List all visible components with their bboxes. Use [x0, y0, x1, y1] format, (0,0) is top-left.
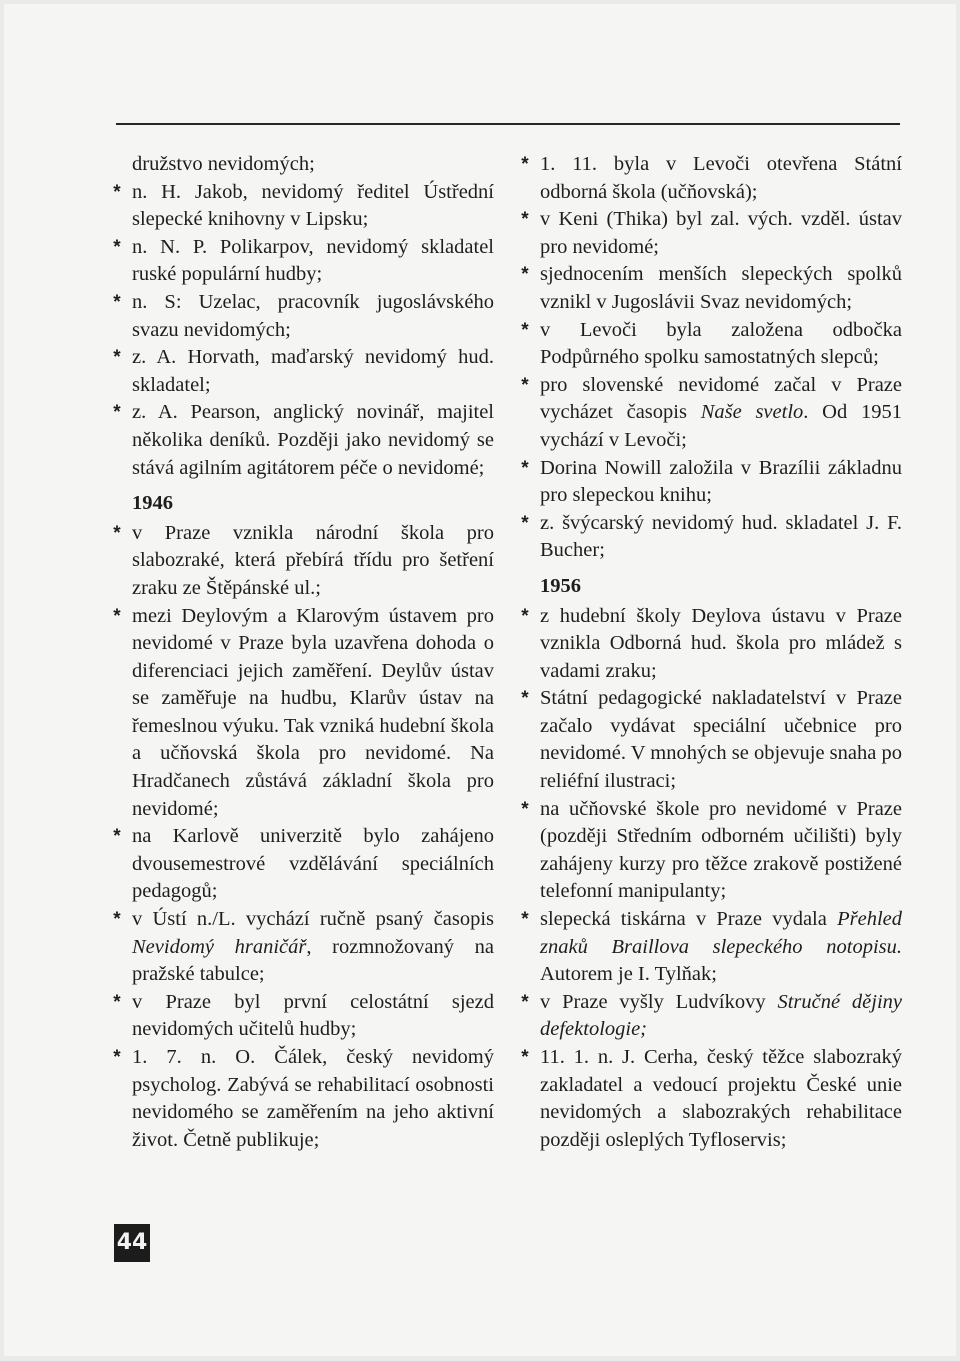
list-item [516, 906, 902, 989]
bullet-asterisk-icon: * [113, 909, 121, 931]
list-item [108, 906, 494, 989]
entry-text: 1. 11. byla v Levoči otevřena Státní odborná škola (učňovská); [540, 153, 902, 203]
list-item [108, 520, 494, 603]
entry-text: v Praze vyšly Ludvíkovy [540, 990, 778, 1013]
list-item [516, 151, 902, 206]
list-item [516, 1044, 902, 1154]
entry-text: Autorem je I. Tylňak; [540, 963, 717, 986]
bullet-asterisk-icon: * [521, 1047, 529, 1068]
bullet-asterisk-icon: * [113, 236, 121, 258]
list-item [516, 455, 902, 510]
list-item [108, 603, 494, 824]
entry-text: v Levoči byla založena odbočka Podpůrného spolku samostatných slepců; [540, 318, 902, 369]
entry-text: pro slovenské nevidomé začal v Praze vycházet časopis [540, 373, 902, 424]
bullet-asterisk-icon: * [521, 909, 529, 931]
list-item [108, 289, 494, 344]
entry-text: 1. 7. n. O. Čálek, český nevidomý psycholog. Zabývá se rehabilitací osobnosti nevidomého se zaměřením na jeho aktivní život. Četně publikuje; [132, 1046, 494, 1151]
entry-text: 11. 1. n. J. Cerha, český těžce slabozraký zakladatel a vedoucí projektu České unie nevidomých a slabozrakých rehabilitace později osleplých Tyfloservis; [540, 1046, 902, 1151]
list-item [108, 823, 494, 906]
header-rule [116, 123, 900, 125]
entry-text: na učňovské škole pro nevidomé v Praze (později Středním odborném učilišti) byly zahájeny kurzy pro těžce zrakově postižené telefonní manipulanty; [540, 797, 902, 903]
book-page [4, 4, 956, 1356]
list-item [108, 179, 494, 234]
list-item [516, 510, 902, 565]
list-item [516, 206, 902, 261]
bullet-asterisk-icon: * [521, 512, 529, 534]
bullet-asterisk-icon: * [521, 154, 529, 175]
entry-text: mezi Deylovým a Klarovým ústavem pro nevidomé v Praze byla uzavřena dohoda o diferenciaci jejich zaměření. Deylův ústav se zaměřuje na hudbu, Klarův ústav na řemeslnou výuku. Tak vzniká hudební škola a učňovská škola pro nevidomé. Na Hradčanech zůstává základní škola pro nevidomé; [132, 604, 494, 820]
list-item [516, 796, 902, 906]
journal-title: Nevidomý hraničář [132, 935, 307, 958]
bullet-asterisk-icon: * [521, 209, 529, 231]
journal-title: Naše svetlo [700, 401, 804, 424]
entry-text: Dorina Nowill založila v Brazílii základnu pro slepeckou knihu; [540, 456, 902, 507]
list-item [108, 234, 494, 289]
bullet-asterisk-icon: * [521, 374, 529, 396]
bullet-asterisk-icon: * [113, 347, 121, 369]
entry-text: družstvo nevidomých; [132, 153, 315, 175]
list-item [108, 344, 494, 399]
book-title: Přehled znaků Braillova slepeckého notopisu. [540, 908, 902, 958]
right-column [516, 151, 902, 1154]
bullet-asterisk-icon: * [113, 291, 121, 313]
entry-text: n. H. Jakob, nevidomý ředitel Ústřední slepecké knihovny v Lipsku; [132, 180, 494, 231]
entry-text: , rozmnožovaný na pražské tabulce; [132, 935, 494, 986]
bullet-asterisk-icon: * [113, 402, 121, 424]
entry-text: n. S: Uzelac, pracovník jugoslávského svazu nevidomých; [132, 290, 494, 341]
entry-text: z. A. Horvath, maďarský nevidomý hud. skladatel; [132, 346, 494, 396]
bullet-asterisk-icon: * [113, 605, 121, 627]
entry-text: v Praze vznikla národní škola pro slabozraké, která přebírá třídu pro šetření zraku ze Štěpánské ul.; [132, 521, 494, 599]
entry-text: sjednocením menších slepeckých spolků vznikl v Jugoslávii Svaz nevidomých; [540, 263, 902, 313]
bullet-asterisk-icon: * [521, 457, 529, 479]
bullet-asterisk-icon: * [113, 1047, 121, 1068]
entry-text: z. švýcarský nevidomý hud. skladatel J. F. Bucher; [540, 511, 902, 562]
bullet-asterisk-icon: * [113, 826, 121, 848]
left-column [108, 151, 494, 1154]
bullet-asterisk-icon: * [521, 264, 529, 286]
bullet-asterisk-icon: * [113, 522, 121, 544]
entry-text: v Praze byl první celostátní sjezd nevidomých učitelů hudby; [132, 990, 494, 1041]
list-item [108, 151, 494, 179]
bullet-asterisk-icon: * [521, 319, 529, 341]
entry-text: . Od 1951 vychází v Levoči; [540, 401, 902, 451]
page-number-badge: 44 [114, 1224, 150, 1262]
entry-text: slepecká tiskárna v Praze vydala [540, 908, 838, 931]
list-item [108, 989, 494, 1044]
bullet-asterisk-icon: * [521, 605, 529, 627]
entry-text: v Keni (Thika) byl zal. vých. vzděl. ústav pro nevidomé; [540, 208, 902, 258]
list-item [516, 261, 902, 316]
bullet-asterisk-icon: * [521, 798, 529, 820]
entry-text: z. A. Pearson, anglický novinář, majitel několika deníků. Později jako nevidomý se stává agilním agitátorem péče o nevidomé; [132, 401, 494, 479]
entry-text: Státní pedagogické nakladatelství v Praze začalo vydávat speciální učebnice pro nevidomé. V mnohých se objevuje snaha po reliéfní ilustraci; [540, 687, 902, 793]
list-item [516, 989, 902, 1044]
list-item [108, 399, 494, 482]
list-item [516, 685, 902, 795]
bullet-asterisk-icon: * [113, 181, 121, 203]
list-item [516, 372, 902, 455]
entry-text: z hudební školy Deylova ústavu v Praze vznikla Odborná hud. škola pro mládež s vadami zraku; [540, 604, 902, 682]
bullet-asterisk-icon: * [521, 991, 529, 1013]
list-item [516, 317, 902, 372]
entry-text: na Karlově univerzitě bylo zahájeno dvousemestrové vzdělávání speciálních pedagogů; [132, 825, 494, 903]
year-heading: 1946 [132, 492, 173, 515]
entry-text: v Ústí n./L. vychází ručně psaný časopis [132, 908, 494, 931]
entry-text: n. N. P. Polikarpov, nevidomý skladatel ruské populární hudby; [132, 235, 494, 286]
bullet-asterisk-icon: * [113, 991, 121, 1013]
year-heading: 1956 [540, 574, 581, 597]
list-item [108, 1044, 494, 1154]
book-title: Stručné dějiny defektologie; [540, 990, 902, 1041]
bullet-asterisk-icon: * [521, 688, 529, 710]
list-item [516, 603, 902, 686]
